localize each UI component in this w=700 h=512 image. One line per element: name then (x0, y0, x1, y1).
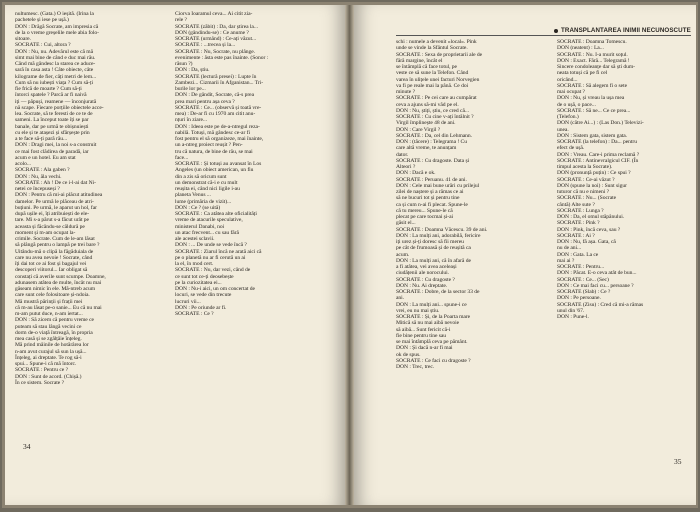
text-line: oricând... (557, 76, 578, 83)
text-line: de o ușă, o pace... (557, 101, 596, 108)
text-line: care altă vreme, te anunțam (396, 145, 457, 152)
text-line: ministerul Danabi, noi (175, 223, 225, 230)
text-line: DON : Nu. Ai dreptate. (396, 282, 448, 289)
text-line: ca și cum n-ai fi plecat. Spune-le (396, 201, 468, 208)
text-line: întorci spatele ? Parcă ar fi naivă (15, 92, 87, 99)
text-line: răsun ?) (175, 61, 193, 67)
text-line: burile lor pe... (175, 86, 206, 92)
text-line: SOCRATE : Ce-ai văzut ? (557, 176, 615, 183)
text-line: SOCRATE : Pentru... (557, 264, 605, 270)
text-line: DON : Sunt de acord. (Chișă.) (15, 373, 82, 380)
text-line: unde se vinde la Sfântul Socrate. (396, 45, 468, 52)
text-line: SOCRATE : Lunga ? (557, 207, 604, 214)
text-line: Mitică să nu mai aibă nevoie (396, 320, 460, 327)
text-line: SOCRATE (zăbit) : Da, dar știrea la... (175, 23, 258, 30)
text-line: nu de ani... (557, 245, 582, 252)
text-line: Zambezi... Cizmarii în Afganistan... Tri- (175, 79, 264, 86)
text-line: dorm de-o viață întreagă, în propria (15, 329, 93, 336)
text-line: DON (gândindu-se) : Ce anume ? (175, 29, 249, 36)
text-line: găseam nimic în ele. Mă-ntreb acum (15, 286, 95, 292)
text-line: DON : Dacă e ok. (396, 170, 436, 177)
text-line: DON : Pe persoane. (557, 295, 601, 302)
text-line: iți urez și-ți doresc să fii mereu (396, 239, 464, 245)
text-line: nțuri în ziare... (175, 117, 207, 124)
text-line: sitoare. (15, 36, 31, 42)
text-line: acolo... (15, 161, 31, 167)
text-line: reușita ei, când nici ligile i-au (175, 186, 240, 192)
text-line: DON : Nu, și vreau la ușa mea (557, 95, 625, 102)
right-page-column-2 (557, 39, 691, 469)
text-line: Ciorva Ioaramul ceva... Ai citit zia- (175, 11, 253, 17)
text-line: SOCRATE : Nu. I-a murit soțul. (557, 51, 628, 58)
text-line: DON : Da, știu. (175, 67, 210, 74)
text-line: Uitându-mă o clipă la făgăduiala de (15, 248, 94, 255)
text-line: puteam să stau lângă vecini ce (15, 323, 82, 330)
text-line: SOCRATE : Peruanu. 41 de ani. (396, 176, 467, 183)
text-line: din a zis să oricum sunt (175, 173, 227, 180)
text-line: DON : La mulți ani... spune-i ce (396, 301, 467, 308)
text-line: se mai întâmplă ceva pe pământ. (396, 339, 468, 345)
text-line: Sincere condoleanțe dar să ști dum- (557, 64, 635, 70)
text-line: pachetele și iese pe ușă.) (15, 17, 69, 24)
text-line: SOCRATE : Pe cei care au cumpărat (396, 95, 477, 102)
text-line: m-am putut duce, n-am iertat... (15, 311, 83, 317)
text-line: spui... Spune-i că mă întorc. (15, 361, 77, 367)
text-line: DON : Pe oriunde ar fi. (175, 304, 227, 311)
text-line: SOCRATE : Doamna Văcescu. 39 de ani. (396, 226, 488, 233)
text-line: mai ai ? (557, 257, 575, 264)
text-line: DON : Ce ? (se uită) (175, 204, 221, 211)
text-line: adunasem atâtea de multe, încât nu mai (15, 279, 102, 286)
text-line: Când mă gândesc la starea ce aduce- (15, 61, 96, 67)
text-line: DON : Păcat. E-o ceva atât de bun... (557, 270, 637, 277)
text-line: DON : Gata. La ce (557, 251, 599, 258)
text-line: fără margine, încât el (396, 57, 443, 64)
text-line: acum. (396, 251, 410, 258)
text-line: SOCRATE : Nu, dar vezi, când de (175, 267, 251, 274)
open-book (2, 2, 698, 508)
book-gutter (345, 5, 354, 505)
text-line: un demonstrat că-i e cu mult (175, 179, 238, 186)
text-line: să aibă... Sunt fericit că-i (396, 326, 451, 333)
text-line: prea mari pentru așa ceva ? (175, 98, 235, 105)
text-line: ok de spus. (396, 351, 421, 358)
text-line: un a-ntreg proiect reușit ? Pen- (175, 142, 243, 149)
right-page (354, 5, 696, 505)
text-line: DON : Să zicem că pentru vreme ce (15, 317, 94, 324)
text-line: sară în casa asta ! Câte obiecte, câte (15, 67, 94, 74)
text-line: simt mai bine de când e duc mai rău. (15, 54, 96, 61)
text-line: netei ce începuseși ? (15, 186, 60, 192)
text-line: neata totuși că pe fi cel (557, 70, 608, 77)
text-line: SOCRATE : Și, de la Poarta mare (396, 314, 471, 320)
text-line: Mă prind mâinile de hotărârea lor (15, 342, 89, 349)
text-line: SOCRATE : Ai ? (557, 232, 595, 239)
text-line: DON : Pune-l. (557, 314, 589, 320)
text-line: tare. Mi s-a părut s-a făcut urât pe (15, 217, 89, 224)
right-page-number: 35 (674, 457, 682, 466)
text-line: planeta Venus ... (175, 192, 211, 199)
text-line: Cum să nu iubești viața ? Cum să-ți (15, 79, 93, 86)
text-line: fost pentru el să organizeze, mai înainte, (175, 136, 264, 142)
text-line: la el, în mod cert. (175, 261, 214, 267)
text-line: locuri, se vede din trecute (175, 292, 232, 299)
text-line: DON : Pink, încă ceva, sau ? (557, 226, 621, 233)
text-line: care sunt cele folositoare și-ndoia. (15, 292, 90, 299)
text-line: lucruri vii... (175, 298, 201, 305)
text-line: care nu avea nevoie ! Socrate, când (15, 254, 93, 261)
right-page-column-1 (396, 39, 546, 417)
text-line: timpul acesta la Socrate). (557, 164, 613, 170)
text-line: DON (pronunță puțin) : Ce spui ? (557, 170, 631, 177)
text-line: cu ele și te atașezi și sfârșește prin (15, 129, 90, 136)
text-line: zilei de naștere și a rămas ce ai (396, 189, 464, 195)
text-line: SOCRATE : Ca atâtea alte oficialități (175, 211, 257, 217)
text-line: SOCRATE : ...trecea și la... (175, 42, 236, 49)
text-line: DON : Ce mai faci cu... persoane ? (557, 282, 634, 289)
text-line: unea. (557, 126, 569, 133)
text-line: evenimente : ăsta este pas înainte. (Sonor : (175, 54, 269, 61)
text-line: DON : Drăgă Socrate, am impresia că (15, 23, 99, 30)
text-line: ani. (396, 295, 405, 302)
text-line: mea casă și se zgâlțâie înțeleg. (15, 336, 82, 342)
text-line: SOCRATE : Și totuși au avansat în Los (175, 161, 262, 167)
text-line: SOCRATE : Ce... (Sec) (557, 276, 609, 283)
text-line: se întâmplă că face totul, pe (396, 64, 457, 70)
text-line: dator. (396, 151, 409, 158)
text-line: sameni. La început toate îți se par (15, 117, 89, 124)
text-line: SOCRATE : Nu, Socrate, nu plânge. (175, 48, 256, 55)
text-line: DON : Nu, fă așa. Gata, că (557, 239, 616, 245)
text-line: SOCRATE : Ziarul încă ne arată aici că (175, 248, 262, 255)
text-line: SOCRATE : Cu cine v-ați întâlnit ? (396, 114, 474, 120)
text-line: după ușile ei, îți atribuiești de ele- (15, 211, 90, 217)
text-line: crimile. Socrate. Cum de le-am lăsat (15, 236, 95, 242)
text-line: tuturor că nu e nimeni ? (557, 189, 610, 195)
text-line: DON : ... De unde se vede încă ? (175, 242, 247, 249)
text-line: nabilă. Totuși, mă gândesc ce-ar fi (175, 129, 250, 136)
text-line: SOCRATE : Cu dragoste ? (396, 276, 455, 283)
text-line: DON : Pentru că mi-ai plăcut atitudinea (15, 192, 103, 199)
text-line: SOCRATE : Nu... (Socrate (557, 195, 617, 202)
text-line: fie frică de moarte ? Cum să-ți (15, 86, 82, 92)
text-line: găsit el... (396, 220, 416, 227)
text-line: DON (neatent) : La... (557, 45, 604, 52)
text-line: SOCRATE : Cui, altora ? (15, 42, 71, 49)
text-line: ciudățenii ale norocului. (396, 270, 449, 277)
header-rule (396, 35, 691, 36)
bullet-icon (554, 29, 558, 33)
text-line: moment și m-am ocupat la- (15, 229, 76, 236)
text-line: vreme de atacurile speculative, (175, 217, 243, 224)
text-line: îți dai tot ce ai fost și bagajul vei (15, 261, 87, 267)
text-line: Virgil împlinește 48 de ani. (396, 120, 456, 127)
text-line: efect de ușă. (557, 145, 585, 152)
text-line: buțiuni. Pe urmă, le aparut un hol, far (15, 204, 97, 211)
running-header-title: TRANSPLANTAREA INIMII NECUNOSCUTE (561, 27, 691, 34)
text-line: pe la curiozitatea ei... (175, 279, 222, 286)
text-line: SOCRATE (urmând) : Ce-ați văzut... (175, 36, 257, 42)
left-page (5, 5, 345, 505)
text-line: DON : Sistem gata, sistem gata. (557, 132, 628, 139)
text-line: DON : Dragi mei, la noi s-a construit (15, 142, 97, 149)
text-line: SOCRATE : Ala gaben ? (15, 167, 70, 174)
text-line: DON : Cele mai bune urări cu prilejul (396, 182, 480, 189)
text-line: SOCRATE : Ah ! De ce i-l-ai dat Ni- (15, 179, 96, 186)
text-line: DON : Și dacă n-ar fi mai (396, 345, 453, 352)
text-line: DON : Nu, nu. Adevărul este că mă (15, 48, 94, 55)
text-line: kilograme de fier, câți metri de lem... (15, 73, 97, 80)
text-line: SOCRATE : Ce ? (175, 311, 214, 317)
text-line: acum e un hotel. Eu am stat (15, 154, 76, 161)
text-line: DON : La mulți ani, că în afară de (396, 257, 471, 264)
text-line: SOCRATE : Să alegem fi o sete (557, 82, 628, 89)
text-line: un atac frecvent... cu sau fără (175, 229, 239, 236)
text-line: iți — păpuși, reamene — înconjurată (15, 98, 97, 105)
text-line: DON : La mulți ani, adorabilă, fericire (396, 232, 481, 239)
text-line: banale, dar pe urmă te obișnuiești (15, 123, 89, 130)
text-line: SOCRATE : Pentru ce ? (15, 367, 69, 374)
text-line: că m-au lăsat pe-o sanie... Eu că nu mai (15, 304, 102, 311)
text-line: Înțeleg, ai dreptate. Te rog să-i (15, 354, 82, 361)
text-line: fie bine pentru tine sau (396, 332, 447, 339)
left-page-column-1 (15, 11, 167, 413)
text-line: unul din '67. (557, 307, 585, 314)
text-line: DON : (tăcere) : Telegrama ! Cu (396, 139, 467, 145)
text-line: vrei, eu nu mai știu. (396, 307, 440, 314)
text-line: SOCRATE : Dobre, de la sector 33 de (396, 289, 480, 295)
text-line: rele ? (175, 17, 187, 24)
text-line: mai ocupat ? (557, 89, 585, 95)
text-line: DON : De gândit, Socrate, că-s prea (175, 92, 255, 99)
left-page-number: 34 (23, 442, 31, 451)
text-line: SOCRATE : Cu dragoste. Data și (396, 157, 470, 164)
text-line: plecat pe care tocmai și-ai (396, 214, 454, 220)
text-line: Mă mustră părinții și frații mei (15, 298, 83, 305)
text-line: DON : Vreau. Care-i prima reclamă ? (557, 151, 640, 158)
text-line: SOCRATE : Ce faci cu dragoste ? (396, 357, 471, 364)
text-line: DON : Exact. Fără... Telegramă ! (557, 57, 630, 64)
text-line: DON : Da, el omul stăpânului. (557, 214, 625, 220)
text-line: cântă) Alte sute ? (557, 201, 595, 208)
text-line: DON : Nu, știți, știu, ce cred că... (396, 107, 469, 114)
text-line: veste ce să sune la Telefon. Când (396, 70, 469, 77)
text-line: lume (primăria de vizit)... (175, 198, 232, 205)
text-line: SOCRATE : Sexa de proprietarii ale de (396, 51, 483, 58)
text-line: DON : Trec, trec. (396, 364, 435, 370)
text-line: În ce sistem. Socrate ? (15, 379, 65, 386)
text-line: SOCRATE : Pink ? (557, 220, 600, 227)
text-line: SOCRATE : Doamna Tomescu. (557, 39, 627, 45)
text-line: n-am avut curajul să sun la ușă... (15, 348, 87, 355)
text-line: schi : numele a devenit «local». Pink (396, 39, 477, 45)
text-line: DON : Nu-i aici, un om concertat de (175, 286, 255, 292)
text-line: SOCRATE (lectură presei) : Lupte în (175, 73, 257, 80)
text-line: descoperi viitorul... Iar obligat să (15, 267, 88, 274)
text-line: a fi atâtea, vei avea aceleași (396, 264, 457, 270)
text-line: ceva a ajuns să-mi văd pe el. (396, 101, 459, 108)
text-line: face... (175, 154, 189, 161)
text-line: minute ? (396, 89, 416, 95)
text-line: Alteori ? (396, 164, 416, 170)
text-line: SOCRATE : Ce... (observă și toată vre- (175, 104, 262, 111)
text-line: că tu mereu... Spune-le că (396, 207, 453, 214)
text-line: să plângă pentru o lampă pe trei bare ? (15, 242, 100, 249)
text-line: SOCRATE : Da, cel din Lehmann. (396, 132, 473, 139)
text-line: nultumesc. (Gata.) O ieșită. (Irina la (15, 11, 94, 17)
text-line: SOCRATE : Antinevralgicul CIF. (În (557, 157, 639, 164)
text-line: ce mai fost clădirea de paradă, iar (15, 148, 89, 155)
text-line: DON : Care Virgil ? (396, 126, 441, 133)
text-line: SOCRATE (Slab) : Ce ? (557, 289, 611, 295)
text-line: de la o vreme greșelile mele abia folo- (15, 29, 99, 36)
text-line: ale acestei sclavii. (175, 236, 215, 242)
text-line: DON : Nu, ăla vechi. (15, 173, 62, 180)
text-line: aceasta și făcându-se căldură pe (15, 223, 85, 230)
text-line: mea) : De-ar fi cu 1970 am citit anu- (175, 111, 256, 117)
text-line: varea în ulițele unei facturi Norvegien (396, 76, 480, 83)
text-line: lea. Socrate, să te feresti de ce te de (15, 111, 93, 117)
text-line: constați că averile sunt scumpe. Doamne, (15, 273, 106, 280)
text-line: (Telefon.) (557, 114, 579, 120)
left-page-column-2 (175, 11, 335, 361)
text-line: pe cât de frumoasă și de reușită ca (396, 245, 471, 252)
text-line: pe o planetă nu ar fi cerută un ai (175, 254, 246, 261)
text-line: să ne bucuri tot și pentru tine (396, 195, 460, 202)
text-line: damelor. Pe urmă le plăceau de atri- (15, 198, 94, 205)
text-line: ce sunt tot ce-ți deosebește (175, 273, 234, 280)
text-line: Angeles (un obiect american, un fiu (175, 167, 254, 174)
text-line: a te face să-ți pară rău... (15, 136, 68, 142)
text-line: DON : Ideea este pe de-a-ntregul reza- (175, 123, 260, 130)
text-line: va fi pe reale mai la până. Ce doi (396, 82, 469, 89)
text-line: SOCRATE (Zisu) : Cred că mi-a rămas (557, 301, 644, 308)
text-line: tru că natura, de bine de rău, se mai (175, 148, 253, 155)
text-line: SOCRATE (la telefon) : Da... pentru (557, 139, 637, 145)
text-line: nă scape. Fiecare porțiile obiectele acce- (15, 104, 104, 111)
text-line: SOCRATE : Să ne... Ce ce prea... (557, 107, 631, 114)
text-line: DON (spune la noi) : Sunt sigur (557, 182, 627, 189)
text-line: DON (către Ai...) : (Las Don.) Televizi- (557, 120, 644, 127)
running-header (554, 27, 692, 34)
